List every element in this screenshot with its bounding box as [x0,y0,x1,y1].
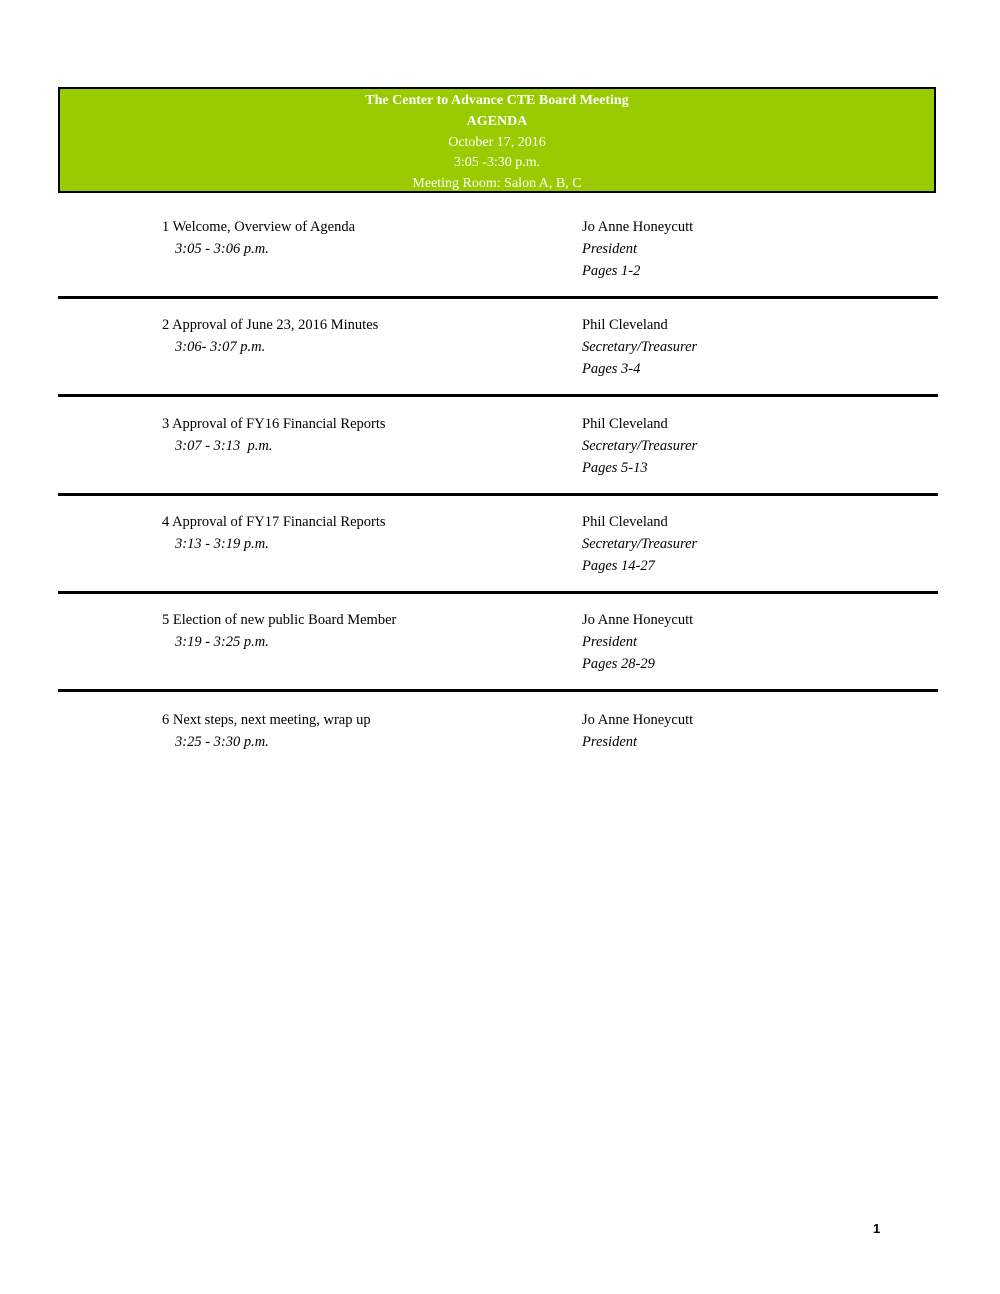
item-pages: Pages 3-4 [582,361,641,377]
item-title-line [162,413,386,435]
item-role: Secretary/Treasurer [582,536,698,552]
item-title-line [162,314,378,336]
meeting-room: Meeting Room: Salon A, B, C [412,176,582,192]
divider [58,591,938,594]
item-number: 2 [162,317,170,333]
page-number: 1 [873,1221,881,1236]
org-title: The Center to Advance CTE Board Meeting [365,93,629,108]
doc-title: AGENDA [466,113,528,129]
item-title-line [162,609,396,631]
divider [58,394,938,397]
item-number: 1 [162,219,170,235]
item-title: Election of new public Board Member [172,612,397,628]
meeting-time: 3:05 -3:30 p.m. [453,155,541,171]
item-title: Welcome, Overview of Agenda [172,219,356,235]
item-role: Secretary/Treasurer [582,438,698,454]
item-presenter: Phil Cleveland [582,514,668,530]
item-time: 3:25 - 3:30 p.m. [175,734,269,750]
divider [58,296,938,299]
meeting-date: October 17, 2016 [448,134,546,150]
item-pages: Pages 5-13 [582,460,648,476]
divider [58,493,938,496]
agenda-header [58,87,936,193]
item-pages: Pages 14-27 [582,558,655,574]
item-title: Next steps, next meeting, wrap up [172,712,371,728]
item-presenter: Phil Cleveland [582,317,668,333]
item-title: Approval of June 23, 2016 Minutes [172,317,379,333]
item-time: 3:13 - 3:19 p.m. [175,536,269,552]
item-presenter: Jo Anne Honeycutt [582,612,694,628]
item-number: 5 [162,612,170,628]
item-presenter: Jo Anne Honeycutt [582,219,694,235]
item-title-line [162,709,371,731]
item-time: 3:19 - 3:25 p.m. [175,634,269,650]
item-presenter: Jo Anne Honeycutt [582,712,694,728]
item-number: 6 [162,712,170,728]
item-title: Approval of FY16 Financial Reports [172,416,386,432]
item-title-line [162,216,355,238]
item-presenter: Phil Cleveland [582,416,668,432]
item-time: 3:05 - 3:06 p.m. [175,241,269,257]
item-number: 3 [162,416,170,432]
item-pages: Pages 1-2 [582,263,641,279]
item-role: Secretary/Treasurer [582,339,698,355]
item-title: Approval of FY17 Financial Reports [172,514,386,530]
item-role: President [582,734,638,750]
divider [58,689,938,692]
item-pages: Pages 28-29 [582,656,655,672]
item-title-line [162,511,386,533]
item-time: 3:07 - 3:13 p.m. [175,438,273,454]
item-role: President [582,241,638,257]
item-time: 3:06- 3:07 p.m. [175,339,266,355]
item-role: President [582,634,638,650]
item-number: 4 [162,514,170,530]
